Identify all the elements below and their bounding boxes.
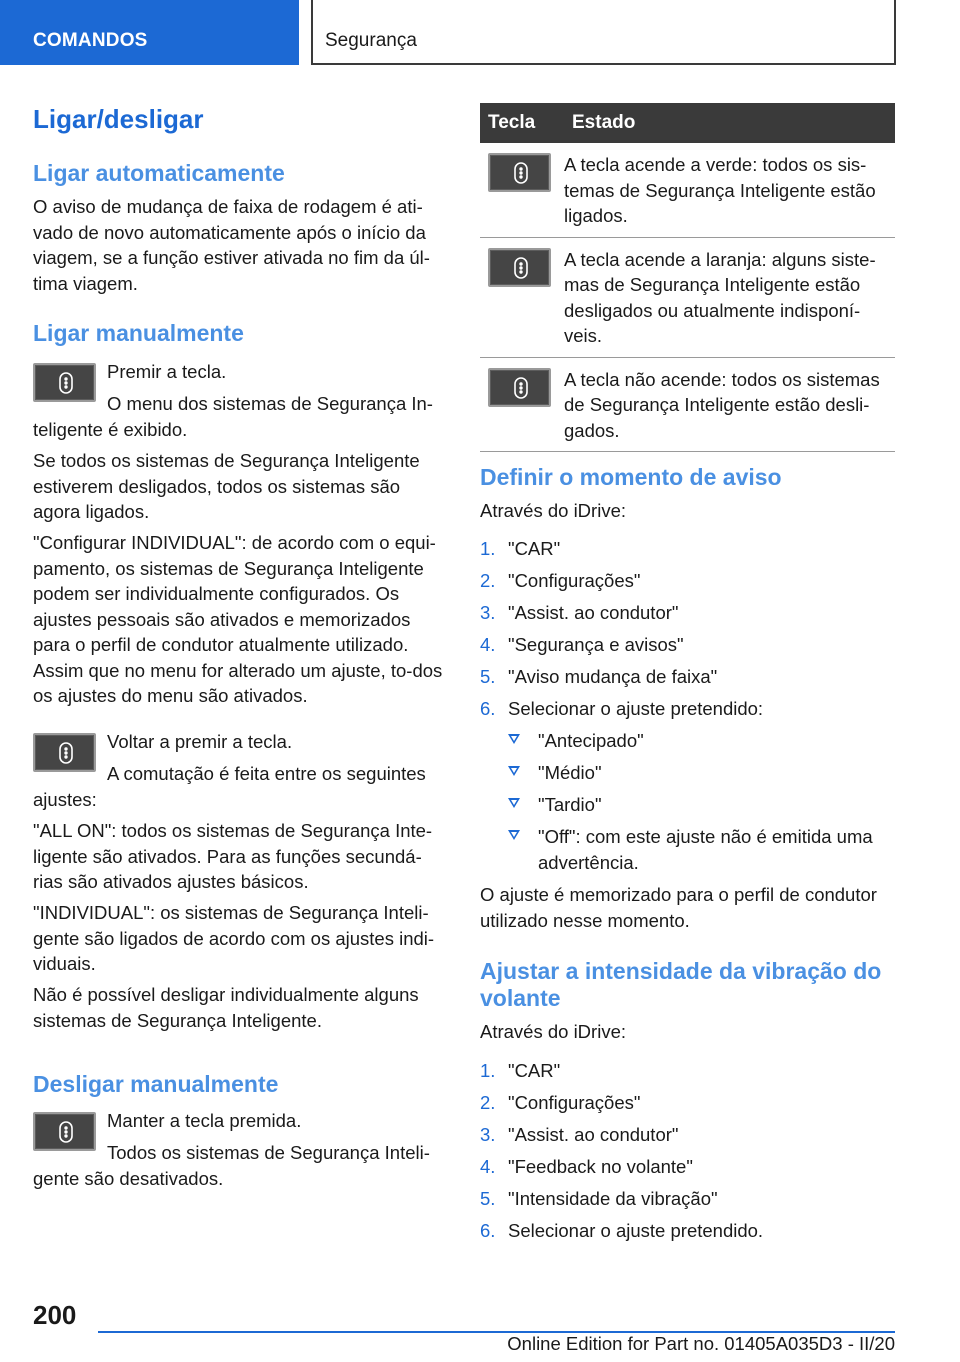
option-item: "Tardio" [508,792,895,818]
safety-button-icon [488,153,551,192]
safety-button-icon [488,248,551,287]
warning-memorized-text: O ajuste é memorizado para o perfil de condutor utilizado nesse momento. [480,884,877,931]
list-item: 5. "Intensidade da vibração" [480,1188,718,1209]
list-item: 1. "CAR" [480,538,561,559]
vibration-heading: Ajustar a intensidade da vibração do volante [480,958,882,1011]
vibration-intro: Através do iDrive: [480,1021,626,1042]
chapter-tab [311,0,896,65]
list-item: 4. "Feedback no volante" [480,1156,693,1177]
list-item: 6. Selecionar o ajuste pretendido: "Antecipado" "Médio" "Tardio" "Off": com este ajuste não é emitida uma advertência. [480,696,895,875]
manual-on-heading: Ligar manualmente [33,320,244,346]
page-number: 200 [33,1300,77,1330]
list-item: 6. Selecionar o ajuste pretendido. [480,1220,764,1241]
vibration-steps [480,1058,895,1250]
all-on-text: "ALL ON": todos os sistemas de Segurança Inte-ligente são ativados. Para as funções secundá-rias são ativados ajustes básicos. [33,820,433,892]
list-item: 4. "Segurança e avisos" [480,634,684,655]
list-item: 2. "Configurações" [480,570,641,591]
option-item: "Médio" [508,760,895,786]
cannot-disable-text: Não é possível desligar individualmente alguns sistemas de Segurança Inteligente. [33,984,419,1031]
warning-time-intro: Através do iDrive: [480,500,626,521]
state-orange-text: A tecla acende a laranja: alguns siste-mas de Segurança Inteligente estão desligados ou atualmente indisponí-veis. [564,237,895,357]
triangle-bullet-icon [508,734,520,744]
list-item: 5. "Aviso mudança de faixa" [480,666,718,687]
triangle-bullet-icon [508,798,520,808]
auto-on-text: O aviso de mudança de faixa de rodagem é ati-vado de novo automaticamente após o início da viagem, se a função estiver ativada no fim da úl-tima viagem. [33,196,430,294]
table-header-row [480,103,895,143]
configure-individual-text: "Configurar INDIVIDUAL": de acordo com o equi-pamento, os sistemas de Segurança Inteligente podem ser individualmente configurados. Os ajustes pessoais são ativados e memorizados para o perfil de condutor atualmente utilizado. Assim que no menu for alterado um ajuste, to-dos os ajustes do menu são ativados. [33,532,443,706]
page-heading: Ligar/desligar [33,104,204,134]
column-header-key: Tecla [480,103,564,143]
triangle-bullet-icon [508,766,520,776]
warning-time-heading: Definir o momento de aviso [480,464,782,490]
individual-text: "INDIVIDUAL": os sistemas de Segurança Inteli-gente são ligados de acordo com os ajustes indi-viduais. [33,902,435,974]
state-off-text: A tecla não acende: todos os sistemas de Segurança Inteligente estão desli-gados. [564,357,895,452]
state-green-text: A tecla acende a verde: todos os sis-temas de Segurança Inteligente estão ligados. [564,143,895,237]
manual-off-result-text: Todos os sistemas de Segurança Inteli-gente são desativados. [33,1142,430,1189]
warning-options [508,728,895,875]
list-item: 2. "Configurações" [480,1092,641,1113]
warning-time-steps [480,536,895,882]
column-header-state: Estado [564,103,895,143]
edition-text: Online Edition for Part no. 01405A035D3 - II/20 [507,1333,895,1354]
safety-button-icon [488,368,551,407]
option-item: "Off": com este ajuste não é emitida uma advertência. [508,824,895,875]
option-item: "Antecipado" [508,728,895,754]
press-again-text: Voltar a premir a tecla. [107,731,293,752]
auto-on-heading: Ligar automaticamente [33,160,285,186]
key-state-table [480,103,895,452]
triangle-bullet-icon [508,830,520,840]
section-tab [0,0,299,65]
manual-on-key-text: Premir a tecla. [107,361,227,382]
list-item: 1. "CAR" [480,1060,561,1081]
manual-off-heading: Desligar manualmente [33,1071,279,1097]
chapter-title: Segurança [325,30,417,51]
list-item: 3. "Assist. ao condutor" [480,1124,679,1145]
manual-on-all-text: Se todos os sistemas de Segurança Inteligente estiverem desligados, todos os sistemas são agora ligados. [33,450,420,522]
toggle-settings-text: A comutação é feita entre os seguintes ajustes: [33,763,426,810]
manual-off-key-text: Manter a tecla premida. [107,1110,302,1131]
table-row [480,237,895,357]
list-item: 3. "Assist. ao condutor" [480,602,679,623]
table-row [480,357,895,452]
table-row [480,143,895,237]
manual-on-menu-text: O menu dos sistemas de Segurança In-teligente é exibido. [33,393,433,440]
section-title: COMANDOS [33,30,148,51]
